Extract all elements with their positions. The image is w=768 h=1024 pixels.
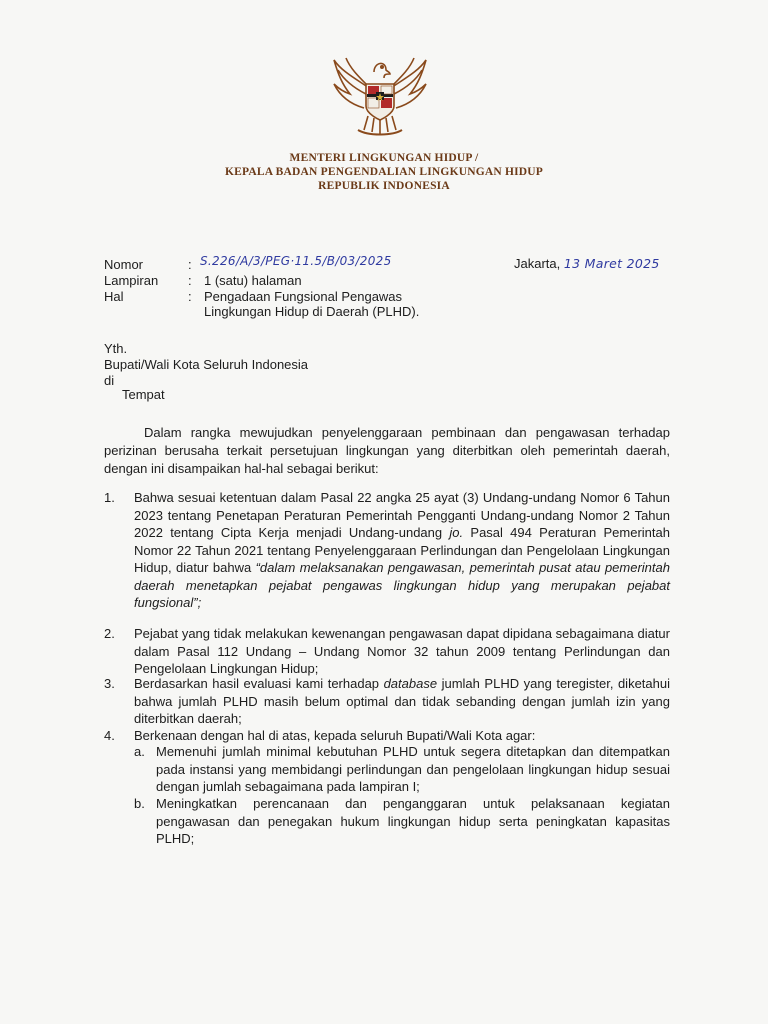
hal-line-2: Lingkungan Hidup di Daerah (PLHD). — [204, 304, 420, 319]
list-item — [104, 675, 670, 729]
list-item — [104, 489, 670, 629]
sub-list-item — [134, 743, 670, 797]
item-text-part: Berdasarkan hasil evaluasi kami terhadap — [134, 676, 384, 691]
item-number: 4. — [104, 728, 115, 743]
lampiran-label: Lampiran — [104, 273, 159, 288]
letterhead-line-1: MENTERI LINGKUNGAN HIDUP / — [289, 152, 479, 164]
lampiran-row — [104, 273, 524, 289]
list-item — [104, 625, 670, 679]
item-quote: “dalam melaksanakan pengawasan, pemerintah pusat atau pemerintah daerah menetapkan pejabat pengawas lingkungan hidup yang merupakan pejabat fungsional”; — [134, 560, 670, 610]
sub-item-letter: a. — [134, 744, 145, 759]
sub-list-item — [134, 795, 670, 849]
letterhead-line-3: REPUBLIK INDONESIA — [318, 180, 450, 192]
item-text-italic: jo. — [449, 525, 464, 540]
item-number: 3. — [104, 676, 115, 691]
address-di: di — [104, 373, 115, 388]
letterhead-line-2: KEPALA BADAN PENGENDALIAN LINGKUNGAN HIDUP — [224, 166, 544, 178]
item-text: Pejabat yang tidak melakukan kewenangan pengawasan dapat dipidana sebagaimana diatur dalam Pasal 112 Undang – Undang Nomor 32 tahun 2009 tentang Perlindungan dan Pengelolaan Lingkungan Hidup; — [134, 626, 670, 676]
lampiran-value: 1 (satu) halaman — [204, 273, 302, 288]
sub-item-text: Meningkatkan perencanaan dan penganggaran untuk pelaksanaan kegiatan pengawasan dan penegakan hukum lingkungan hidup serta peningkatan kapasitas PLHD; — [156, 796, 670, 846]
garuda-emblem-icon — [328, 50, 432, 140]
sub-item-text: Memenuhi jumlah minimal kebutuhan PLHD untuk segera ditetapkan dan ditempatkan pada instansi yang membidangi perlindungan dan pengelolaan lingkungan hidup sesuai dengan jumlah sebagaimana pada lampiran I; — [156, 744, 670, 794]
sub-item-letter: b. — [134, 796, 145, 811]
item-text-part: Pasal 494 Peraturan Pemerintah Nomor 22 Tahun 2021 tentang Penyelenggaraan Perlindungan dan Pengelolaan Lingkungan Hidup, diatur bahwa — [134, 525, 670, 575]
intro-paragraph: Dalam rangka mewujudkan penyelenggaraan pembinaan dan pengawasan terhadap perizinan berusaha terkait persetujuan lingkungan yang diterbitkan oleh pemerintah daerah, dengan ini disampaikan hal-hal sebagai berikut: — [104, 425, 670, 476]
item-number: 2. — [104, 626, 115, 641]
item-text — [134, 489, 670, 612]
colon: : — [188, 273, 192, 288]
item-text-part: jumlah PLHD yang teregister, diketahui bahwa jumlah PLHD masih belum optimal dan tidak sebanding dengan jumlah izin yang diterbitkan daerah; — [134, 676, 670, 726]
item-text: Berkenaan dengan hal di atas, kepada seluruh Bupati/Wali Kota agar: — [134, 728, 536, 743]
nomor-row — [104, 254, 524, 273]
address-recipient: Bupati/Wali Kota Seluruh Indonesia — [104, 357, 309, 372]
hal-line-1: Pengadaan Fungsional Pengawas — [204, 289, 403, 304]
date-line — [514, 256, 660, 271]
hal-row — [104, 289, 524, 323]
item-number: 1. — [104, 490, 115, 505]
colon: : — [188, 257, 192, 272]
hal-label: Hal — [104, 289, 124, 304]
date-value: 13 Maret 2025 — [563, 256, 660, 271]
address-tempat: Tempat — [122, 387, 165, 402]
date-city: Jakarta, — [514, 256, 561, 271]
nomor-value: S.226/A/3/PEG·11.5/B/03/2025 — [200, 254, 392, 268]
nomor-label: Nomor — [104, 257, 144, 272]
address-yth: Yth. — [104, 341, 128, 356]
item-text-part: Bahwa sesuai ketentuan dalam Pasal 22 angka 25 ayat (3) Undang-undang Nomor 6 Tahun 2023 tentang Penetapan Peraturan Pemerintah Pengganti Undang-undang Nomor 2 Tahun 2022 tentang Cipta Kerja menjadi Undang-undang — [134, 490, 670, 540]
item-text-italic: database — [383, 676, 438, 691]
item-text — [134, 675, 670, 728]
colon: : — [188, 289, 192, 304]
